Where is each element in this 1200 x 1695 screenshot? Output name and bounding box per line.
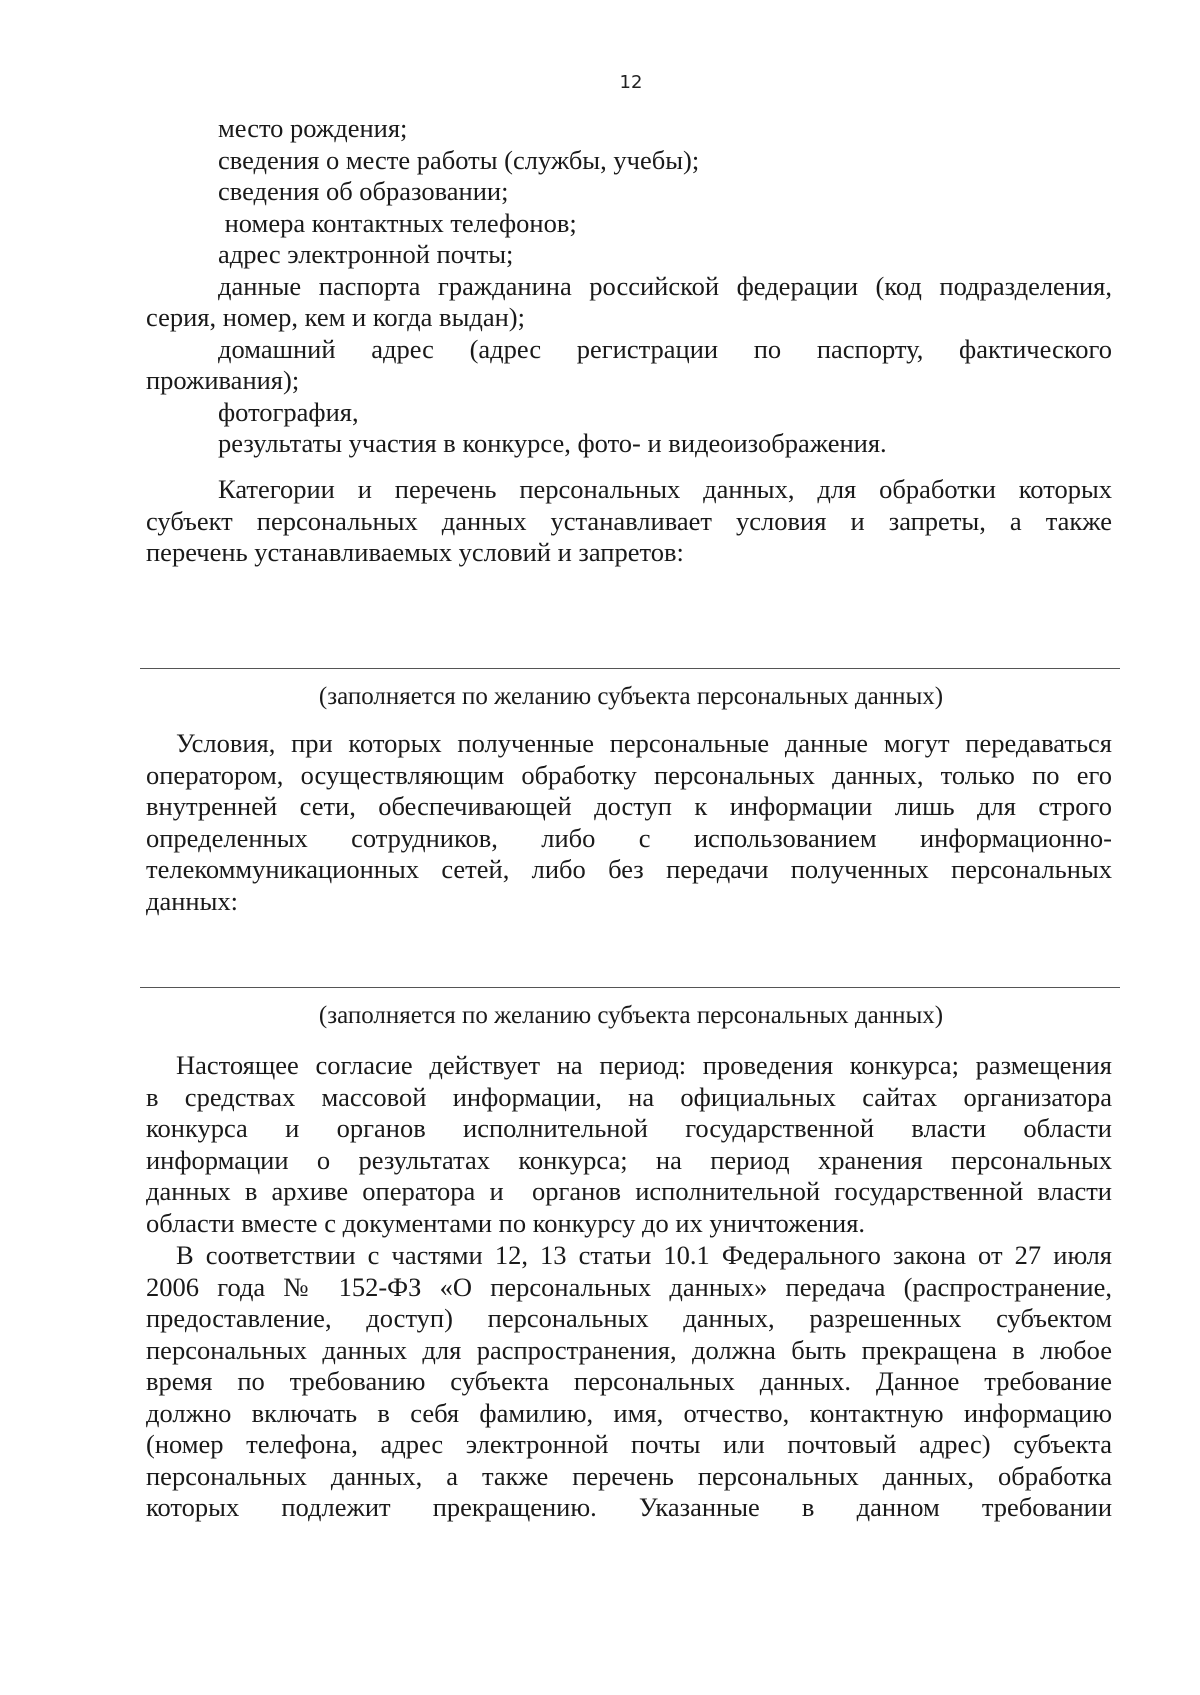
paragraph-line: персональных данных, а также перечень персональных данных, обработка	[146, 1460, 1112, 1491]
paragraph-line: которых подлежит прекращению. Указанные в данном требовании	[146, 1492, 1112, 1522]
paragraph-line: данных:	[146, 885, 239, 916]
paragraph-line: определенных сотрудников, либо с использованием информационно-	[146, 822, 1112, 853]
paragraph-line: Условия, при которых полученные персональные данные могут передаваться	[176, 728, 1112, 758]
page-number: 12	[619, 72, 643, 93]
list-item: номера контактных телефонов;	[218, 207, 577, 238]
fill-in-line-2	[140, 987, 1120, 988]
list-item: фотография,	[218, 396, 359, 427]
list-item: адрес электронной почты;	[218, 239, 514, 269]
list-item: сведения об образовании;	[218, 176, 509, 206]
fill-in-line-1	[140, 668, 1120, 669]
fill-note-2: (заполняется по желанию субъекта персональных данных)	[318, 1002, 944, 1029]
passport-line-1: данные паспорта гражданина российской федерации (код подразделения,	[218, 270, 1112, 301]
paragraph-line: информации о результатах конкурса; на период хранения персональных	[146, 1144, 1112, 1175]
paragraph-line: телекоммуникационных сетей, либо без передачи полученных персональных	[146, 854, 1112, 884]
paragraph-line: персональных данных для распространения, должна быть прекращена в любое	[146, 1334, 1112, 1365]
paragraph-line: Настоящее согласие действует на период: проведения конкурса; размещения	[176, 1050, 1112, 1080]
paragraph-line: оператором, осуществляющим обработку персональных данных, только по его	[146, 759, 1112, 790]
paragraph-line: В соответствии с частями 12, 13 статьи 10.1 Федерального закона от 27 июля	[176, 1240, 1112, 1270]
paragraph-line: 2006 года № 152-ФЗ «О персональных данных» передача (распространение,	[146, 1271, 1112, 1302]
law-paragraph	[146, 1240, 1112, 1524]
paragraph-line: время по требованию субъекта персональных данных. Данное требование	[146, 1366, 1112, 1396]
list-item: результаты участия в конкурсе, фото- и видеоизображения.	[218, 428, 887, 458]
paragraph-line: перечень устанавливаемых условий и запретов:	[146, 537, 684, 567]
conditions-paragraph	[146, 728, 1112, 917]
paragraph-line: данных в архиве оператора и органов исполнительной государственной власти	[146, 1176, 1112, 1206]
fill-note-1: (заполняется по желанию субъекта персональных данных)	[318, 683, 944, 710]
categories-paragraph	[146, 474, 1112, 569]
list-item: место рождения;	[218, 113, 408, 143]
paragraph-line: (номер телефона, адрес электронной почты или почтовый адрес) субъекта	[146, 1429, 1112, 1459]
paragraph-line: конкурса и органов исполнительной государственной власти области	[146, 1113, 1112, 1143]
list-item: сведения о месте работы (службы, учебы);	[218, 144, 700, 175]
paragraph-line: предоставление, доступ) персональных данных, разрешенных субъектом	[146, 1303, 1112, 1333]
home-address-line-2: проживания);	[146, 365, 300, 395]
validity-paragraph	[146, 1050, 1112, 1239]
passport-line-2: серия, номер, кем и когда выдан);	[146, 302, 525, 332]
paragraph-line: Категории и перечень персональных данных, для обработки которых	[218, 474, 1112, 504]
paragraph-line: внутренней сети, обеспечивающей доступ к информации лишь для строго	[146, 791, 1112, 821]
paragraph-line: области вместе с документами по конкурсу до их уничтожения.	[146, 1207, 866, 1238]
paragraph-line: в средствах массовой информации, на официальных сайтах организатора	[146, 1081, 1112, 1112]
personal-data-list	[146, 113, 1112, 460]
paragraph-line: должно включать в себя фамилию, имя, отчество, контактную информацию	[146, 1397, 1112, 1428]
paragraph-line: субъект персональных данных устанавливает условия и запреты, а также	[146, 505, 1112, 536]
home-address-line-1: домашний адрес (адрес регистрации по паспорту, фактического	[218, 333, 1112, 364]
